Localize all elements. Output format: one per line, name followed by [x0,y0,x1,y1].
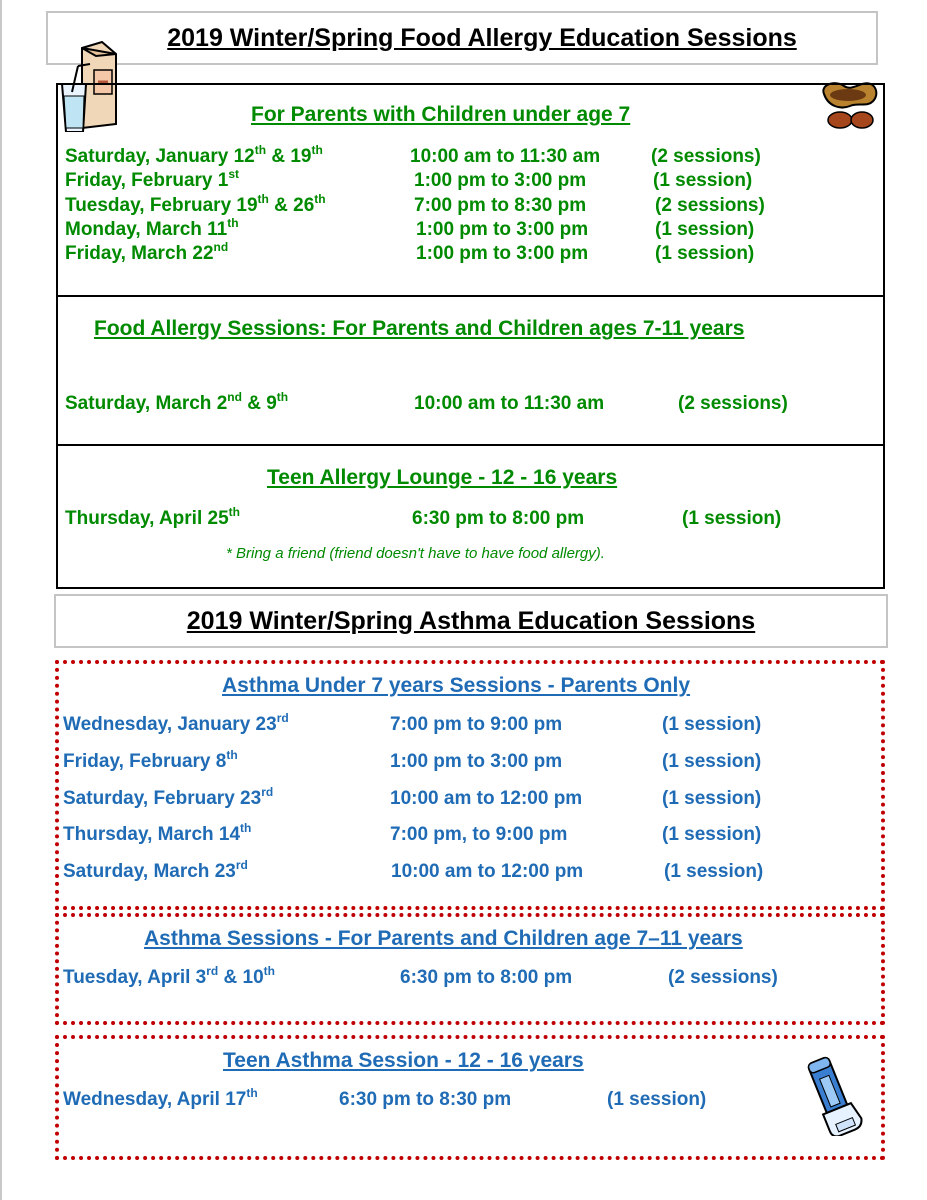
session-time: 10:00 am to 11:30 am [410,146,601,167]
session-time: 10:00 am to 12:00 pm [390,788,583,809]
session-count: (1 session) [655,243,755,264]
session-count: (1 session) [662,788,762,809]
session-date: Friday, March 22nd [65,240,229,264]
session-time: 7:00 pm to 8:30 pm [414,195,587,216]
page-edge [0,0,2,1200]
session-count: (2 sessions) [678,393,788,414]
session-date: Saturday, March 2nd & 9th [65,390,289,414]
asthma-section-heading: Teen Asthma Session - 12 - 16 years [223,1049,584,1072]
session-count: (1 session) [662,824,762,845]
food-section-teen [56,444,885,589]
session-date: Saturday, January 12th & 19th [65,143,323,167]
session-count: (1 session) [664,861,764,882]
session-date: Tuesday, February 19th & 26th [65,192,326,216]
session-count: (1 session) [653,170,753,191]
session-time: 1:00 pm to 3:00 pm [414,170,587,191]
session-time: 1:00 pm to 3:00 pm [416,219,589,240]
session-count: (2 sessions) [655,195,765,216]
session-date: Wednesday, January 23rd [63,711,289,735]
session-count: (1 session) [607,1089,707,1110]
food-section-heading: Teen Allergy Lounge - 12 - 16 years [267,466,618,489]
session-count: (1 session) [662,751,762,772]
session-date: Thursday, March 14th [63,821,252,845]
session-count: (1 session) [662,714,762,735]
asthma-title [54,594,888,648]
food-section-7-11 [56,295,885,446]
asthma-section-heading: Asthma Under 7 years Sessions - Parents Only [222,674,691,697]
food-section-heading: For Parents with Children under age 7 [251,103,631,126]
food-section-heading: Food Allergy Sessions: For Parents and Children ages 7-11 years [94,317,745,340]
session-time: 1:00 pm to 3:00 pm [416,243,589,264]
session-time: 1:00 pm to 3:00 pm [390,751,563,772]
session-date: Friday, February 8th [63,748,238,772]
food-section-under-7 [56,83,885,297]
asthma-section-under-7 [55,660,885,910]
session-time: 7:00 pm, to 9:00 pm [390,824,568,845]
session-date: Monday, March 11th [65,216,239,240]
inhaler-icon [804,1050,868,1136]
session-count: (2 sessions) [668,967,778,988]
food-allergy-title-text: 2019 Winter/Spring Food Allergy Education Sessions [167,23,797,52]
session-time: 10:00 am to 12:00 pm [391,861,584,882]
session-date: Thursday, April 25th [65,505,240,529]
session-time: 6:30 pm to 8:30 pm [339,1089,512,1110]
session-date: Saturday, February 23rd [63,785,274,809]
session-time: 7:00 pm to 9:00 pm [390,714,563,735]
session-time: 6:30 pm to 8:00 pm [412,508,585,529]
session-date: Saturday, March 23rd [63,858,248,882]
asthma-section-heading: Asthma Sessions - For Parents and Children age 7–11 years [144,927,743,950]
session-count: (1 session) [655,219,755,240]
asthma-section-teen [55,1035,885,1160]
session-date: Wednesday, April 17th [63,1086,258,1110]
session-date: Tuesday, April 3rd & 10th [63,964,275,988]
session-date: Friday, February 1st [65,167,239,191]
session-count: (1 session) [682,508,782,529]
food-allergy-title [46,11,878,65]
asthma-title-text: 2019 Winter/Spring Asthma Education Sessions [186,606,756,635]
session-time: 10:00 am to 11:30 am [414,393,605,414]
asthma-section-7-11 [55,913,885,1025]
session-count: (2 sessions) [651,146,761,167]
bring-a-friend-note: * Bring a friend (friend doesn't have to have food allergy). [226,545,605,562]
session-time: 6:30 pm to 8:00 pm [400,967,573,988]
